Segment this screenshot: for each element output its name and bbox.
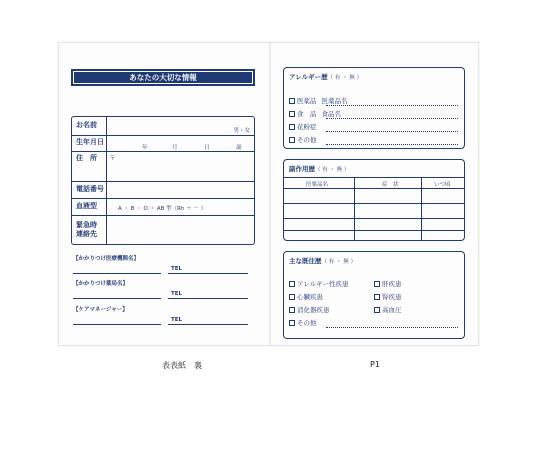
contact-pharmacy-tel: TEL bbox=[171, 291, 183, 297]
checkbox-icon[interactable] bbox=[289, 137, 295, 143]
table-row-line bbox=[284, 230, 464, 231]
side-effects-option: （ 有 ・ 無 ） bbox=[315, 167, 350, 173]
side-effects-title bbox=[289, 164, 350, 173]
side-effects-header-drug: 医薬品名 bbox=[306, 182, 329, 188]
allergy-pollen-line bbox=[326, 131, 458, 132]
phone-label: 電話番号 bbox=[76, 185, 104, 193]
checkbox-icon[interactable] bbox=[289, 124, 295, 130]
allergy-item-other[interactable] bbox=[289, 135, 317, 144]
table-col-line bbox=[421, 177, 422, 240]
history-item-kidney[interactable] bbox=[374, 292, 402, 301]
history-item-allergic-label: アレルギー性疾患 bbox=[297, 280, 349, 288]
table-row-line bbox=[284, 203, 464, 204]
contact-caremanager-tel: TEL bbox=[171, 317, 183, 323]
checkbox-icon[interactable] bbox=[289, 111, 295, 117]
checkbox-icon[interactable] bbox=[374, 281, 380, 287]
allergy-food-line bbox=[326, 118, 458, 119]
allergy-item-drug-value: 医薬品名 bbox=[321, 97, 348, 105]
side-effects-box bbox=[283, 159, 465, 241]
table-header-line bbox=[284, 188, 464, 189]
contact-clinic-tel-line bbox=[168, 273, 248, 274]
history-item-digestive-label: 消化器疾患 bbox=[297, 306, 330, 314]
allergy-other-line bbox=[326, 144, 458, 145]
phone-row bbox=[72, 181, 254, 198]
contact-caremanager-label: 【ケアマネージャー】 bbox=[73, 307, 128, 313]
blood-row bbox=[72, 198, 254, 215]
allergy-option: （ 有 ・ 無 ） bbox=[327, 75, 363, 81]
postal-mark: 〒 bbox=[110, 156, 116, 162]
history-item-heart-label: 心臓疾患 bbox=[297, 293, 323, 301]
address-label: 住 所 bbox=[76, 154, 97, 162]
contact-pharmacy bbox=[73, 279, 249, 299]
checkbox-icon[interactable] bbox=[289, 98, 295, 104]
contact-clinic-label: 【かかりつけ医療機関名】 bbox=[73, 256, 140, 262]
history-item-kidney-label: 腎疾患 bbox=[382, 293, 402, 301]
allergy-item-other-label: その他 bbox=[297, 136, 317, 144]
right-page-caption: P1 bbox=[370, 360, 380, 369]
contact-pharmacy-line bbox=[73, 298, 161, 299]
address-row bbox=[72, 151, 254, 181]
allergy-item-food-label: 食 品 bbox=[297, 110, 317, 118]
contact-clinic-line bbox=[73, 273, 161, 274]
history-item-hypertension[interactable] bbox=[374, 305, 402, 314]
allergy-item-drug[interactable] bbox=[289, 96, 348, 105]
left-page bbox=[59, 43, 269, 345]
contact-clinic-tel: TEL bbox=[171, 266, 183, 272]
blood-options: A ・ B ・ O ・ AB 型（Rh ＋ － ） bbox=[118, 206, 207, 212]
allergy-item-food-value: 食品名 bbox=[321, 110, 341, 118]
contact-clinic bbox=[73, 254, 249, 274]
contact-pharmacy-tel-line bbox=[168, 298, 248, 299]
allergy-item-pollen[interactable] bbox=[289, 122, 317, 131]
booklet-spread bbox=[58, 42, 479, 346]
history-item-other[interactable] bbox=[289, 318, 317, 327]
table-col-line bbox=[354, 177, 355, 240]
birth-unit-age: 歳 bbox=[236, 145, 242, 151]
allergy-item-drug-label: 医薬品 bbox=[297, 97, 317, 105]
history-item-liver-label: 肝疾患 bbox=[382, 280, 402, 288]
medical-history-title-text: 主な既往歴 bbox=[289, 257, 322, 265]
contact-caremanager-tel-line bbox=[168, 324, 248, 325]
allergy-title bbox=[289, 72, 362, 81]
history-other-line bbox=[326, 327, 458, 328]
side-effects-header-symptom: 症 状 bbox=[382, 182, 399, 188]
history-item-other-label: その他 bbox=[297, 319, 317, 327]
history-item-liver[interactable] bbox=[374, 279, 402, 288]
checkbox-icon[interactable] bbox=[289, 281, 295, 287]
gender-options: 男・女 bbox=[233, 128, 250, 134]
emergency-label-2: 連絡先 bbox=[76, 230, 97, 238]
allergy-title-text: アレルギー歴 bbox=[289, 73, 328, 81]
birth-unit-year: 年 bbox=[142, 145, 148, 151]
name-row bbox=[72, 117, 254, 135]
table-row-line bbox=[284, 218, 464, 219]
history-item-hypertension-label: 高血圧 bbox=[382, 306, 402, 314]
left-page-caption: 表表紙 裏 bbox=[162, 361, 202, 370]
allergy-item-food[interactable] bbox=[289, 109, 341, 118]
birth-label: 生年月日 bbox=[76, 138, 104, 146]
allergy-item-pollen-label: 花粉症 bbox=[297, 123, 317, 131]
checkbox-icon[interactable] bbox=[374, 294, 380, 300]
birth-row bbox=[72, 135, 254, 151]
blood-label: 血液型 bbox=[76, 202, 97, 210]
side-effects-header-when: いつ頃 bbox=[434, 182, 451, 188]
emergency-row bbox=[72, 215, 254, 245]
table-top-line bbox=[284, 177, 464, 178]
personal-info-table bbox=[71, 116, 255, 245]
history-item-heart[interactable] bbox=[289, 292, 323, 301]
allergy-box bbox=[283, 67, 465, 149]
contact-caremanager-line bbox=[73, 324, 161, 325]
medical-history-box bbox=[283, 251, 465, 339]
medical-history-title bbox=[289, 256, 356, 265]
checkbox-icon[interactable] bbox=[289, 294, 295, 300]
history-item-allergic[interactable] bbox=[289, 279, 349, 288]
birth-unit-month: 月 bbox=[172, 145, 178, 151]
history-item-digestive[interactable] bbox=[289, 305, 330, 314]
right-page bbox=[271, 43, 480, 345]
checkbox-icon[interactable] bbox=[289, 320, 295, 326]
emergency-label-1: 緊急時 bbox=[76, 221, 97, 229]
checkbox-icon[interactable] bbox=[374, 307, 380, 313]
banner bbox=[71, 69, 255, 86]
birth-unit-day: 日 bbox=[204, 145, 210, 151]
side-effects-title-text: 副作用歴 bbox=[289, 165, 315, 173]
contact-caremanager bbox=[73, 305, 249, 325]
contact-pharmacy-label: 【かかりつけ薬局名】 bbox=[73, 281, 129, 287]
name-label: お名前 bbox=[76, 121, 97, 129]
checkbox-icon[interactable] bbox=[289, 307, 295, 313]
banner-title: あなたの大切な情報 bbox=[73, 71, 253, 84]
medical-history-option: （ 有 ・ 無 ） bbox=[321, 259, 356, 265]
allergy-drug-line bbox=[326, 105, 458, 106]
label-divider bbox=[106, 117, 107, 244]
